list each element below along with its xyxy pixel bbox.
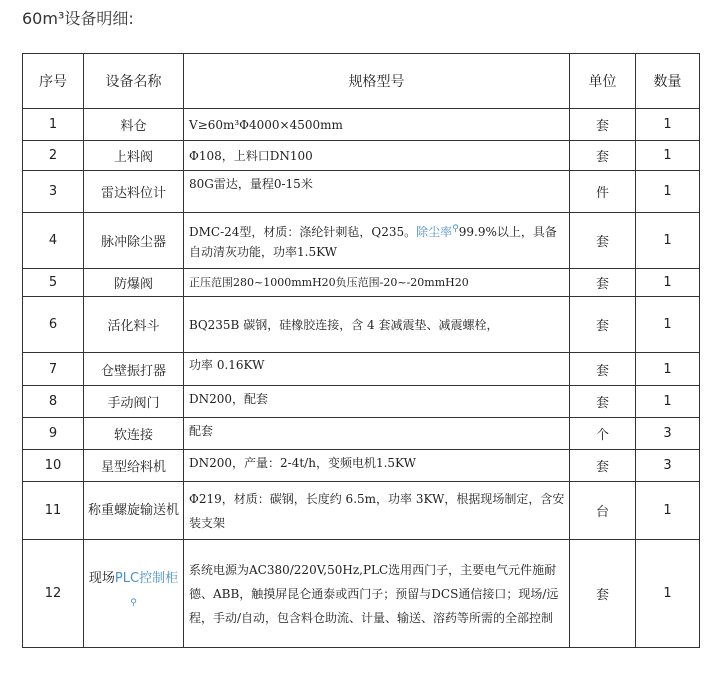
cell-unit: 台 [570,482,636,540]
table-row [23,482,700,540]
header-qty: 数量 [636,54,700,109]
cell-unit: 套 [570,297,636,353]
cell-spec: 系统电源为AC380/220V,50Hz,PLC选用西门子，主要电气元件施耐德、ABB，触摸屏昆仑通泰或西门子；预留与DCS通信接口；现场/远程，手动/自动，包含料仓助流、计量、输送、溶药等所需的全部控制 [184,540,570,648]
cell-spec: 正压范围280~1000mmH20负压范围-20~-20mmH20 [184,269,570,297]
table-row [23,141,700,171]
table-row [23,109,700,141]
table-row [23,297,700,353]
table-row [23,213,700,269]
cell-qty: 1 [636,141,700,171]
cell-qty: 1 [636,269,700,297]
cell-no: 5 [23,269,84,297]
header-name: 设备名称 [84,54,184,109]
cell-qty: 1 [636,482,700,540]
cell-no: 4 [23,213,84,269]
table-row [23,353,700,386]
cell-unit: 套 [570,109,636,141]
cell-no: 12 [23,540,84,648]
spec-text: 99.9%以上，具备自动清灰功能，功率1.5KW [189,225,557,259]
cell-name: 雷达料位计 [84,171,184,213]
cell-spec: DN200，配套 [184,386,570,418]
search-icon[interactable]: ⚲ [452,224,459,234]
cell-unit: 套 [570,540,636,648]
cell-unit: 套 [570,141,636,171]
cell-no: 9 [23,418,84,450]
cell-no: 7 [23,353,84,386]
cell-unit: 套 [570,213,636,269]
cell-name: 软连接 [84,418,184,450]
name-text: 现场 [88,571,115,587]
cell-no: 3 [23,171,84,213]
spec-text: DMC-24型，材质：涤纶针刺毡，Q235。 [189,225,417,239]
cell-spec: V≥60m³Φ4000×4500mm [184,109,570,141]
cell-name: 仓壁振打器 [84,353,184,386]
cell-qty: 1 [636,109,700,141]
cell-spec: 功率 0.16KW [184,353,570,386]
cell-no: 6 [23,297,84,353]
cell-qty: 1 [636,353,700,386]
cell-unit: 套 [570,353,636,386]
plc-cabinet-link[interactable]: PLC控制柜 [114,571,179,587]
cell-name: 脉冲除尘器 [84,213,184,269]
cell-spec [184,213,570,269]
cell-qty: 3 [636,450,700,482]
cell-name: 星型给料机 [84,450,184,482]
table-row [23,418,700,450]
equipment-table [22,53,700,648]
page-title: 60m³设备明细: [22,9,134,28]
cell-qty: 1 [636,297,700,353]
cell-name: 称重螺旋输送机 [84,482,184,540]
cell-qty: 1 [636,540,700,648]
cell-no: 8 [23,386,84,418]
cell-no: 11 [23,482,84,540]
cell-unit: 套 [570,386,636,418]
cell-no: 2 [23,141,84,171]
cell-spec: DN200，产量：2-4t/h，变频电机1.5KW [184,450,570,482]
table-row [23,450,700,482]
cell-qty: 1 [636,213,700,269]
cell-qty: 1 [636,171,700,213]
cell-qty: 3 [636,418,700,450]
cell-name: 活化料斗 [84,297,184,353]
cell-no: 10 [23,450,84,482]
cell-spec: BQ235B 碳钢，硅橡胶连接，含 4 套减震垫、减震螺栓， [184,297,570,353]
cell-spec: 配套 [184,418,570,450]
header-spec: 规格型号 [184,54,570,109]
cell-unit: 套 [570,269,636,297]
cell-unit: 套 [570,450,636,482]
cell-name: 料仓 [84,109,184,141]
table-row [23,540,700,648]
dust-rate-link[interactable]: 除尘率 [416,225,453,239]
cell-spec: Φ219，材质：碳钢，长度约 6.5m，功率 3KW，根据现场制定，含安装支架 [184,482,570,540]
table-row [23,386,700,418]
cell-spec: 80G雷达，量程0-15米 [184,171,570,213]
cell-name: 上料阀 [84,141,184,171]
table-row [23,171,700,213]
cell-no: 1 [23,109,84,141]
cell-unit: 件 [570,171,636,213]
table-row [23,269,700,297]
cell-name [84,540,184,648]
search-icon[interactable]: ⚲ [130,598,137,609]
cell-name: 手动阀门 [84,386,184,418]
cell-unit: 个 [570,418,636,450]
header-no: 序号 [23,54,84,109]
cell-spec: Φ108，上料口DN100 [184,141,570,171]
header-unit: 单位 [570,54,636,109]
cell-qty: 1 [636,386,700,418]
cell-name: 防爆阀 [84,269,184,297]
table-header-row [23,54,700,109]
